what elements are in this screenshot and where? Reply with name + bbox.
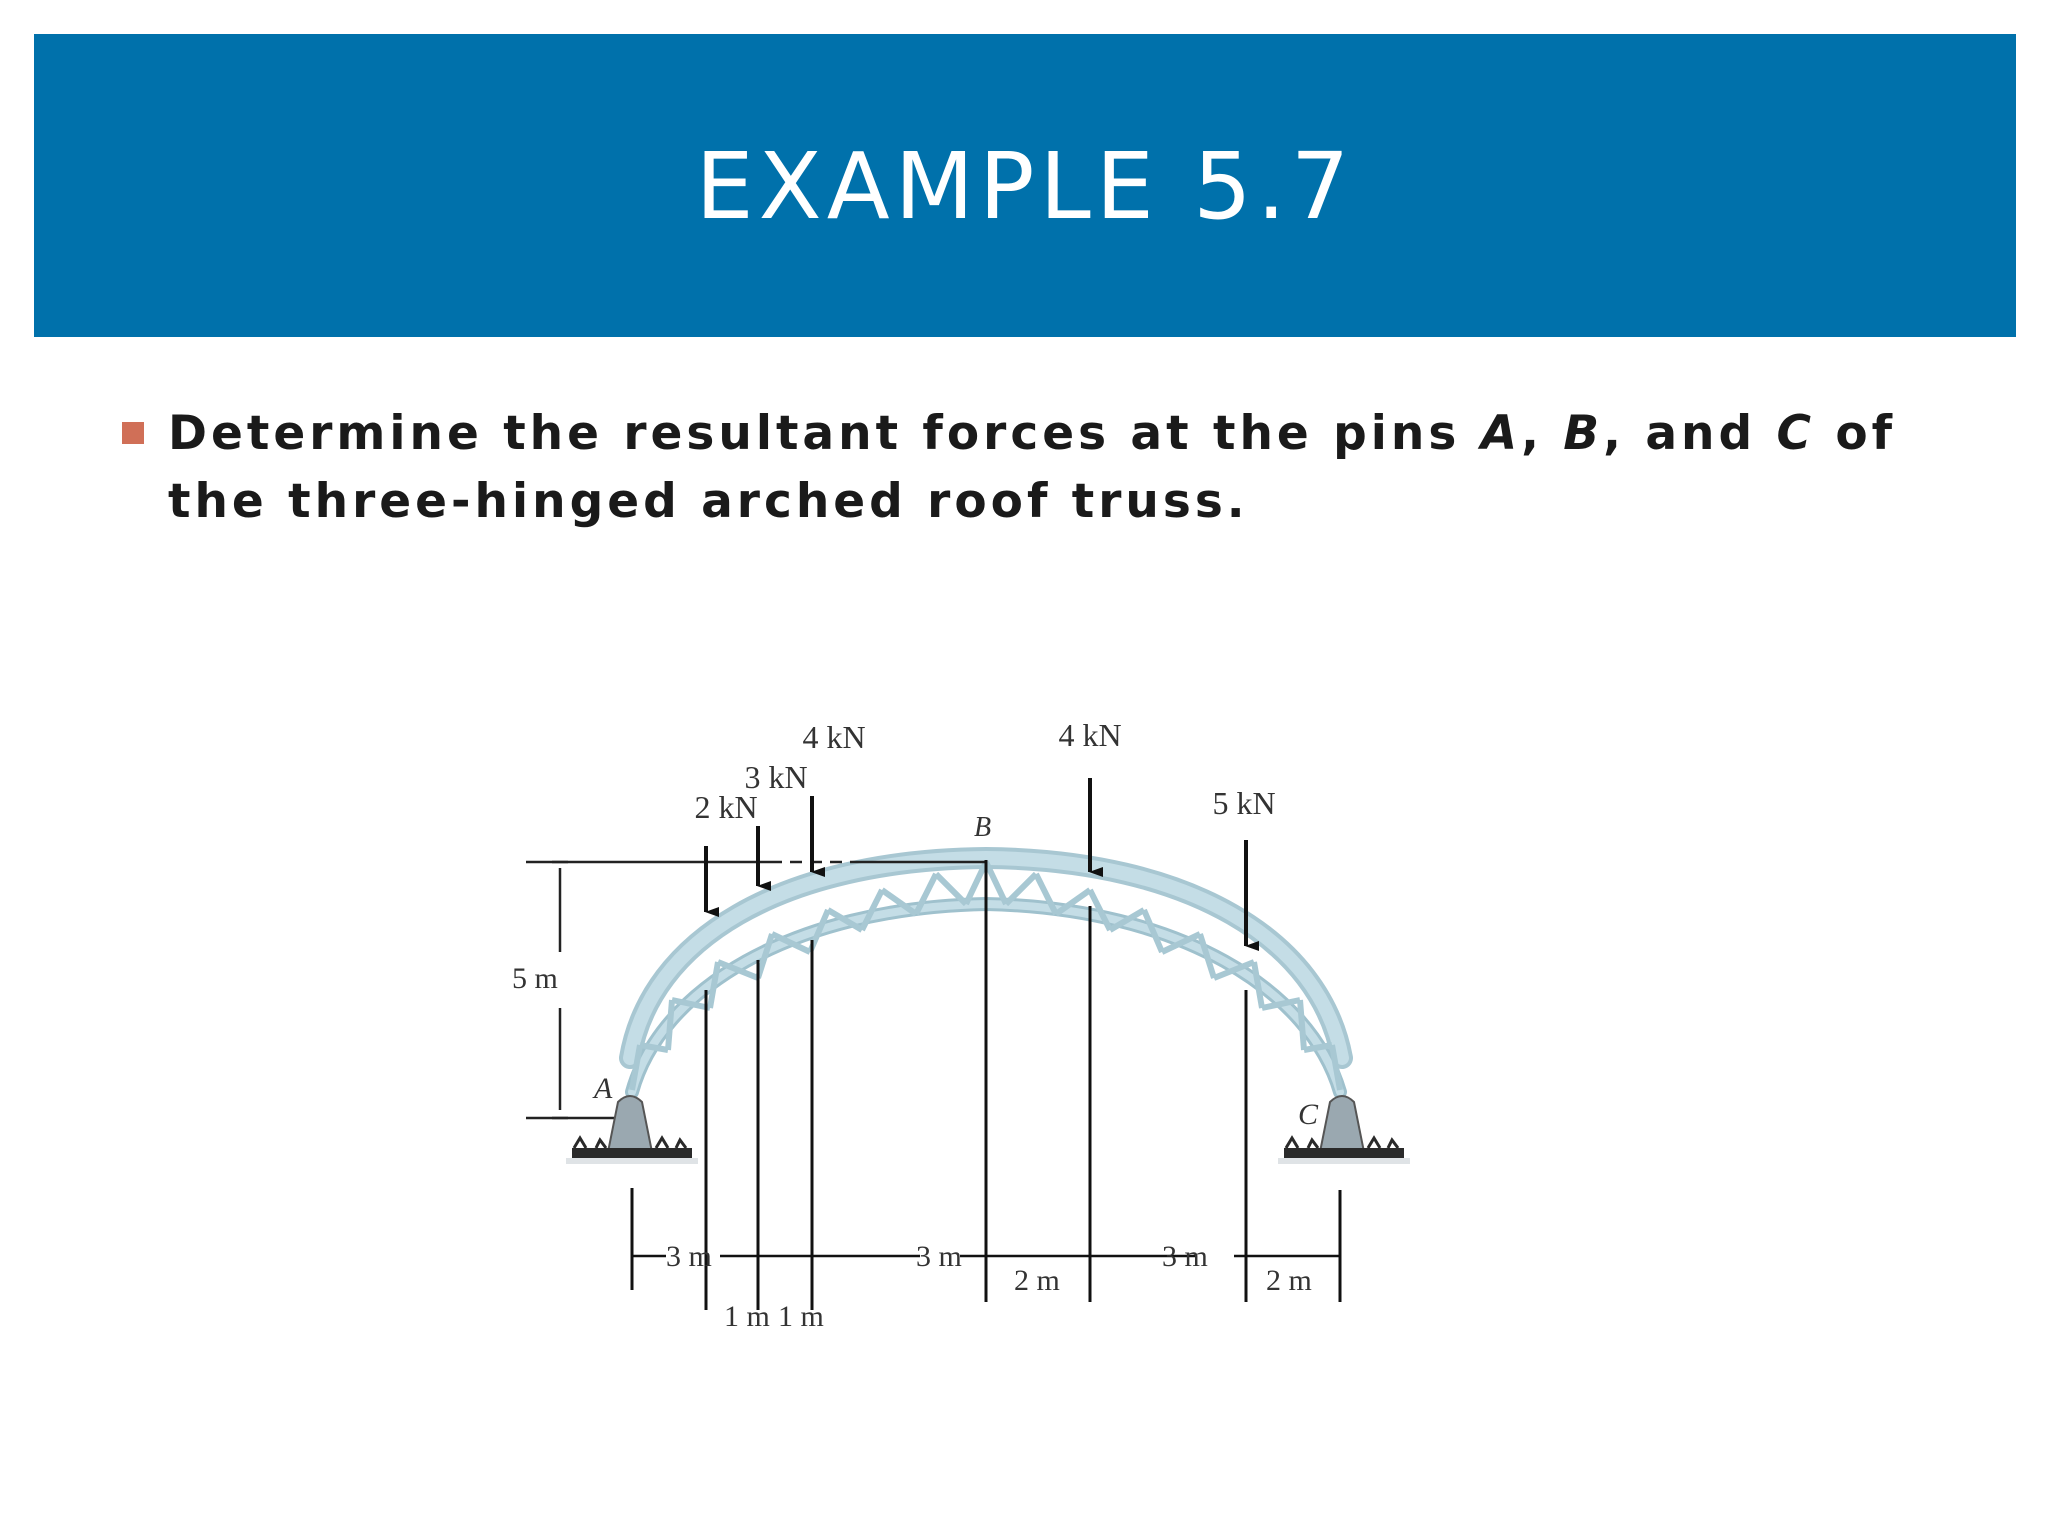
dim-label-7: 2 m bbox=[1266, 1264, 1312, 1297]
dim-label-3: 1 m bbox=[778, 1300, 824, 1333]
statement-sep-1: , bbox=[1521, 406, 1564, 461]
dim-label-2: 1 m bbox=[724, 1300, 770, 1333]
truss-figure bbox=[490, 690, 1510, 1360]
statement-part-2: of the three-hinged arched roof truss. bbox=[168, 406, 1897, 529]
pin-support-a bbox=[566, 1096, 698, 1164]
height-label: 5 m bbox=[512, 962, 558, 995]
statement-part-1: Determine the resultant forces at the pins bbox=[168, 406, 1481, 461]
title-bar bbox=[34, 34, 2016, 337]
dim-label-4: 3 m bbox=[916, 1240, 962, 1273]
problem-statement bbox=[168, 400, 1942, 536]
load-label-2kN: 2 kN bbox=[694, 789, 758, 825]
truss-diagram bbox=[490, 690, 1510, 1360]
load-label-5kN: 5 kN bbox=[1212, 785, 1276, 821]
load-label-4kN-right: 4 kN bbox=[1058, 717, 1122, 753]
dim-label-6: 3 m bbox=[1162, 1240, 1208, 1273]
pin-a-label: A bbox=[594, 1072, 613, 1105]
bullet-marker bbox=[122, 422, 144, 444]
statement-sep-2: , and bbox=[1603, 406, 1777, 461]
bullet-item bbox=[122, 400, 1942, 536]
pin-a-ref: A bbox=[1480, 406, 1522, 461]
slide-title: EXAMPLE 5.7 bbox=[695, 133, 1355, 240]
dim-label-1: 3 m bbox=[666, 1240, 712, 1273]
dim-label-5: 2 m bbox=[1014, 1264, 1060, 1297]
pin-c-ref: C bbox=[1776, 406, 1816, 461]
pin-c-label: C bbox=[1298, 1098, 1319, 1131]
load-label-4kN-left: 4 kN bbox=[802, 719, 866, 755]
pin-b-label: B bbox=[974, 812, 992, 843]
load-label-3kN: 3 kN bbox=[744, 759, 808, 795]
pin-b-ref: B bbox=[1563, 406, 1604, 461]
